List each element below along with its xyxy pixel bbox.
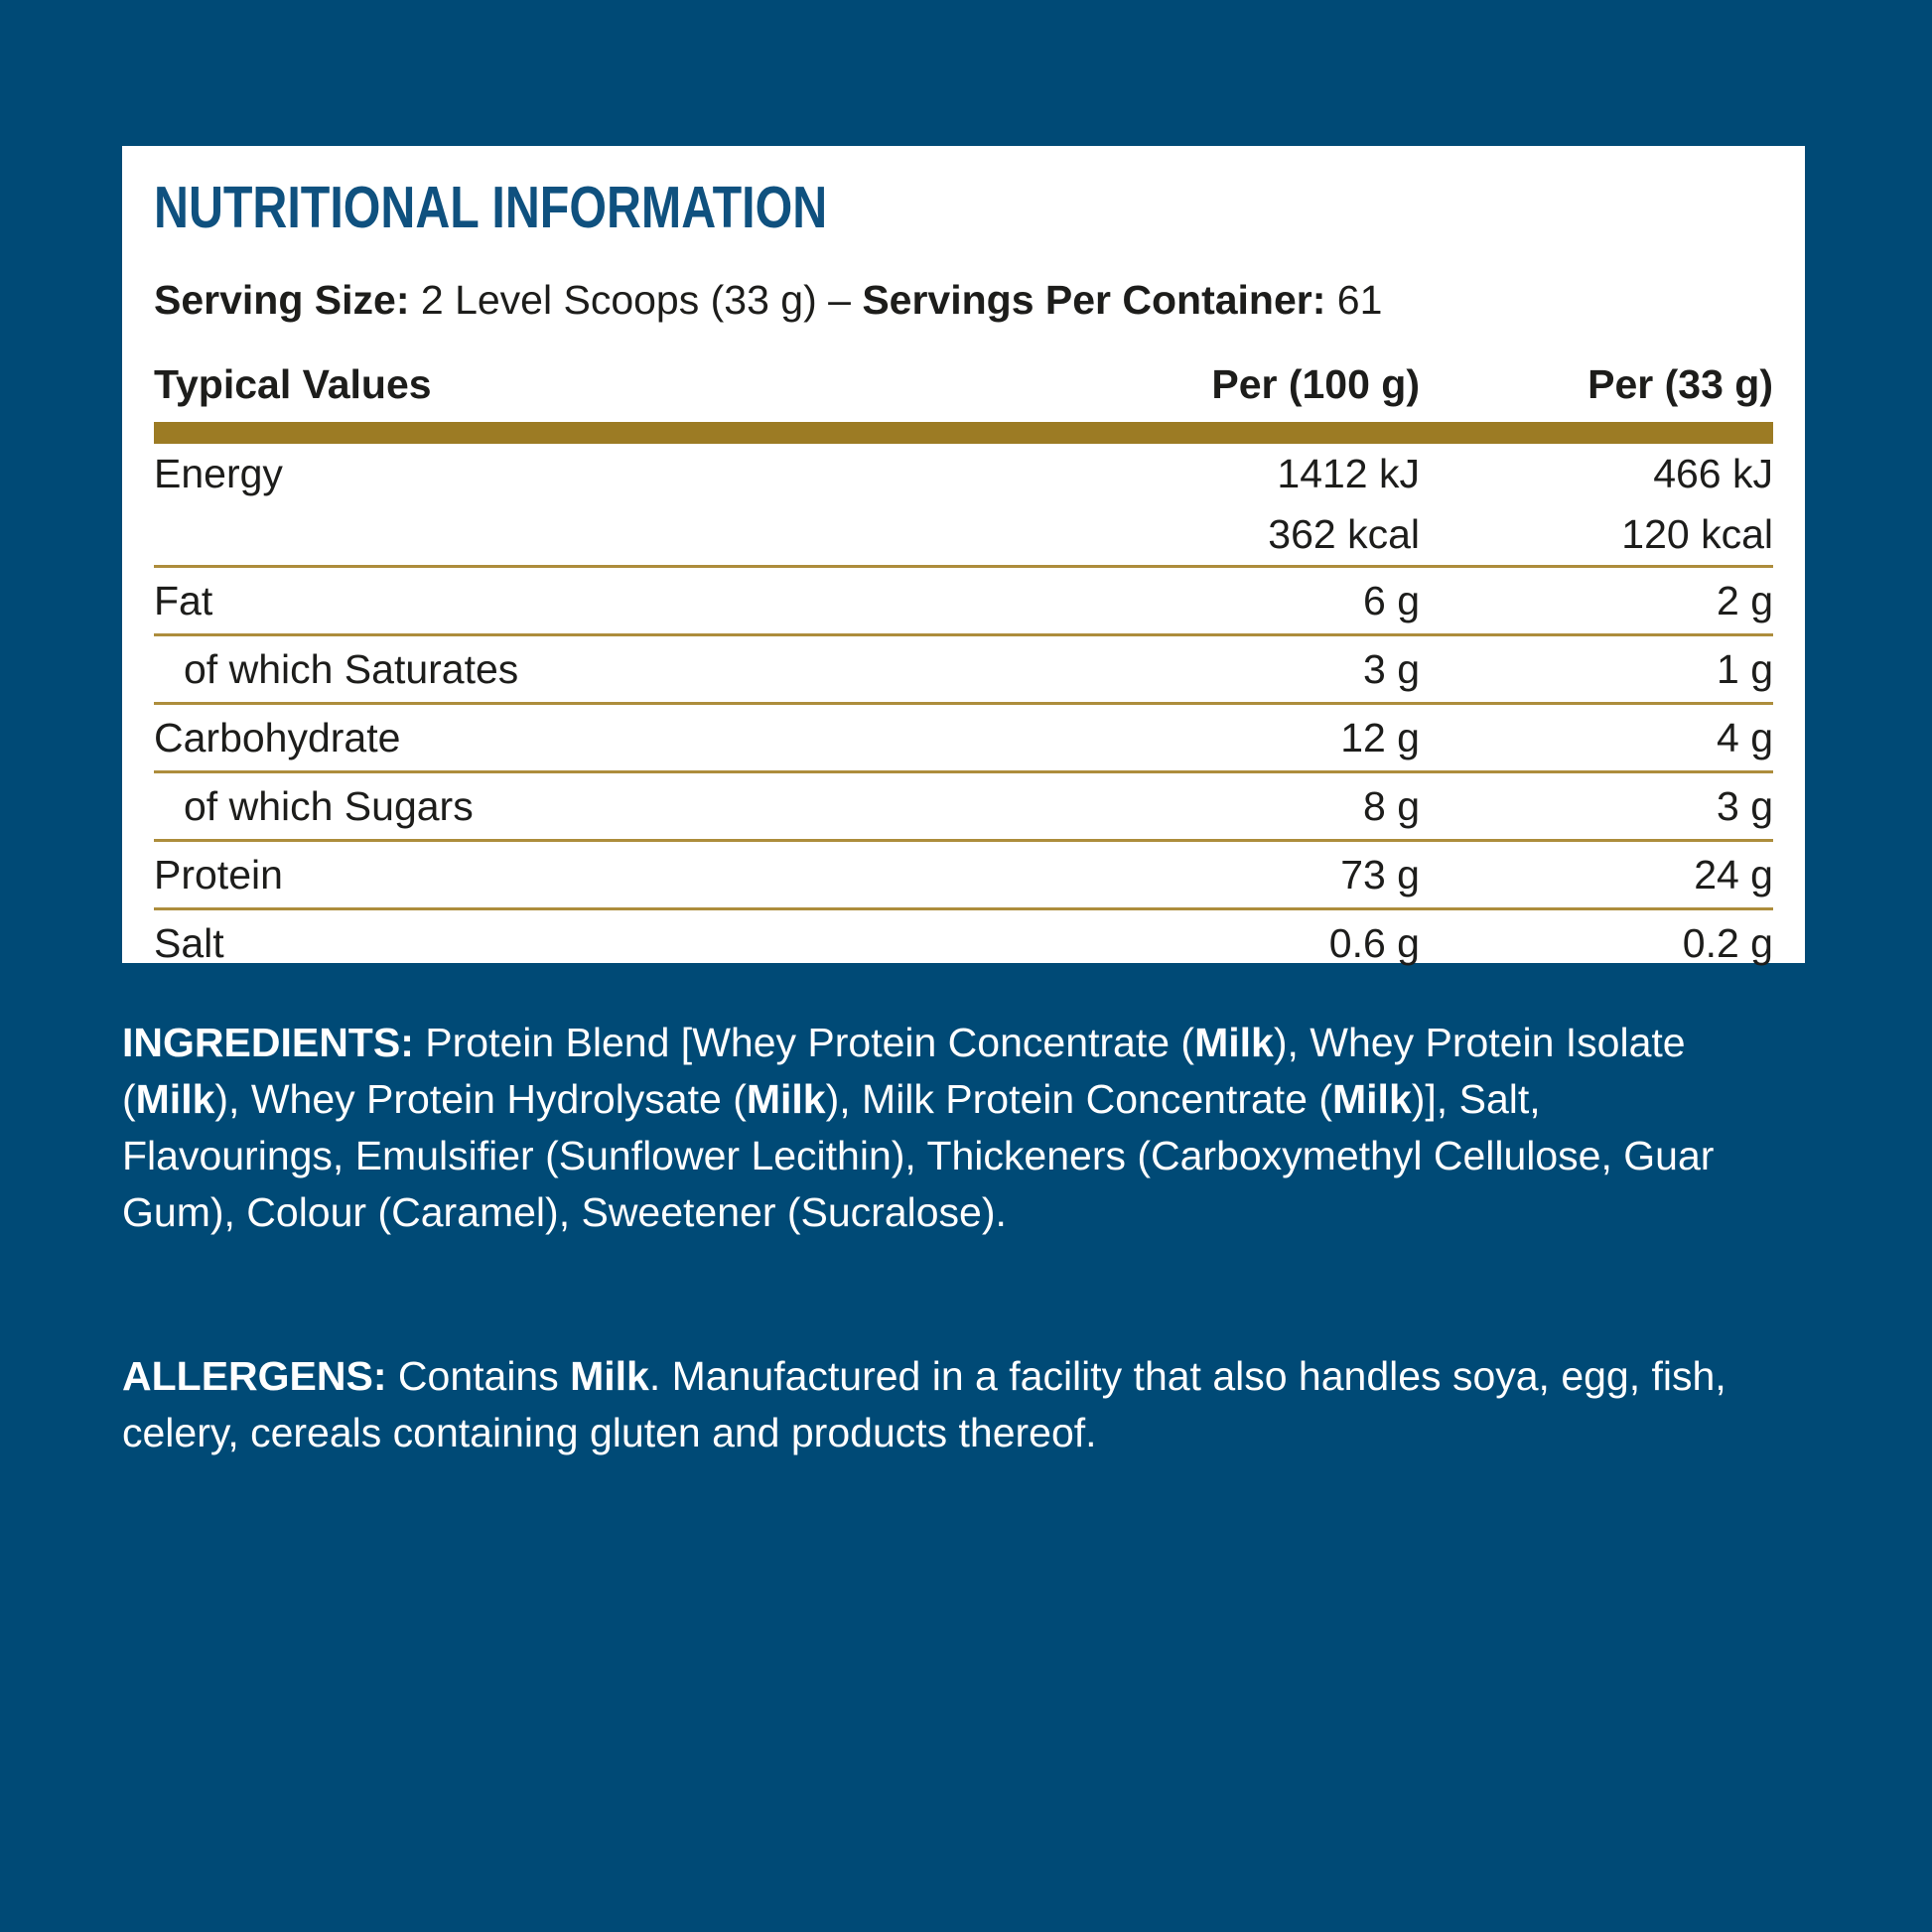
row-label: Fat bbox=[154, 577, 213, 623]
value-per-33g: 466 kJ bbox=[1653, 451, 1773, 496]
value-per-33g: 24 g bbox=[1694, 851, 1773, 897]
table-header bbox=[154, 361, 1773, 408]
header-divider-bar bbox=[154, 422, 1773, 444]
column-per-100g: Per (100 g) bbox=[1211, 361, 1420, 407]
row-label: Protein bbox=[154, 851, 283, 897]
nutrition-title: NUTRITIONAL INFORMATION bbox=[154, 175, 828, 240]
value-per-33g: 2 g bbox=[1717, 577, 1773, 623]
row-label: Salt bbox=[154, 919, 224, 966]
table-row-line bbox=[154, 842, 1773, 907]
value-per-33g: 4 g bbox=[1717, 714, 1773, 760]
nutrition-card bbox=[122, 146, 1805, 966]
column-per-33g: Per (33 g) bbox=[1587, 361, 1773, 407]
value-per-33g: 3 g bbox=[1717, 782, 1773, 829]
table-row bbox=[154, 568, 1773, 636]
table-row-line bbox=[154, 444, 1773, 504]
table-row bbox=[154, 636, 1773, 705]
ingredients-text: INGREDIENTS: Protein Blend [Whey Protein Concentrate (Milk), Whey Protein Isolate (Milk), Whey Protein Hydrolysate (Milk), Milk Protein Concentrate (Milk)], Salt, Flavourings, Emulsifier (Sunflower Lecithin), Thickeners (Carboxymethyl Cellulose, Guar Gum), Colour (Caramel), Sweetener (Sucralose). bbox=[122, 1020, 1715, 1235]
table-row-line bbox=[154, 705, 1773, 770]
row-label: of which Sugars bbox=[184, 782, 474, 829]
value-per-100g: 73 g bbox=[1340, 851, 1420, 897]
row-label: Carbohydrate bbox=[154, 714, 401, 760]
table-row bbox=[154, 842, 1773, 910]
value-per-33g: 120 kcal bbox=[1621, 511, 1773, 557]
table-row-line bbox=[154, 504, 1773, 565]
nutrition-table bbox=[154, 444, 1773, 976]
value-per-100g: 6 g bbox=[1363, 577, 1420, 623]
value-per-100g: 8 g bbox=[1363, 782, 1420, 829]
row-label: Energy bbox=[154, 451, 283, 496]
allergens-text: ALLERGENS: Contains Milk. Manufactured in a facility that also handles soya, egg, fish, celery, cereals containing gluten and products thereof. bbox=[122, 1353, 1726, 1455]
value-per-100g: 362 kcal bbox=[1268, 511, 1420, 557]
value-per-100g: 1412 kJ bbox=[1277, 451, 1420, 496]
column-typical-values: Typical Values bbox=[154, 361, 432, 407]
row-label: of which Saturates bbox=[184, 645, 519, 692]
table-row-line bbox=[154, 910, 1773, 976]
table-row bbox=[154, 773, 1773, 842]
table-row bbox=[154, 444, 1773, 568]
value-per-100g: 0.6 g bbox=[1328, 919, 1420, 966]
value-per-100g: 3 g bbox=[1363, 645, 1420, 692]
serving-info: Serving Size: 2 Level Scoops (33 g) – Servings Per Container: 61 bbox=[154, 277, 1383, 323]
value-per-100g: 12 g bbox=[1340, 714, 1420, 760]
table-row bbox=[154, 910, 1773, 976]
table-row-line bbox=[154, 773, 1773, 839]
table-row-line bbox=[154, 568, 1773, 633]
table-row bbox=[154, 705, 1773, 773]
value-per-33g: 0.2 g bbox=[1682, 919, 1773, 966]
table-row-line bbox=[154, 636, 1773, 702]
value-per-33g: 1 g bbox=[1717, 645, 1773, 692]
